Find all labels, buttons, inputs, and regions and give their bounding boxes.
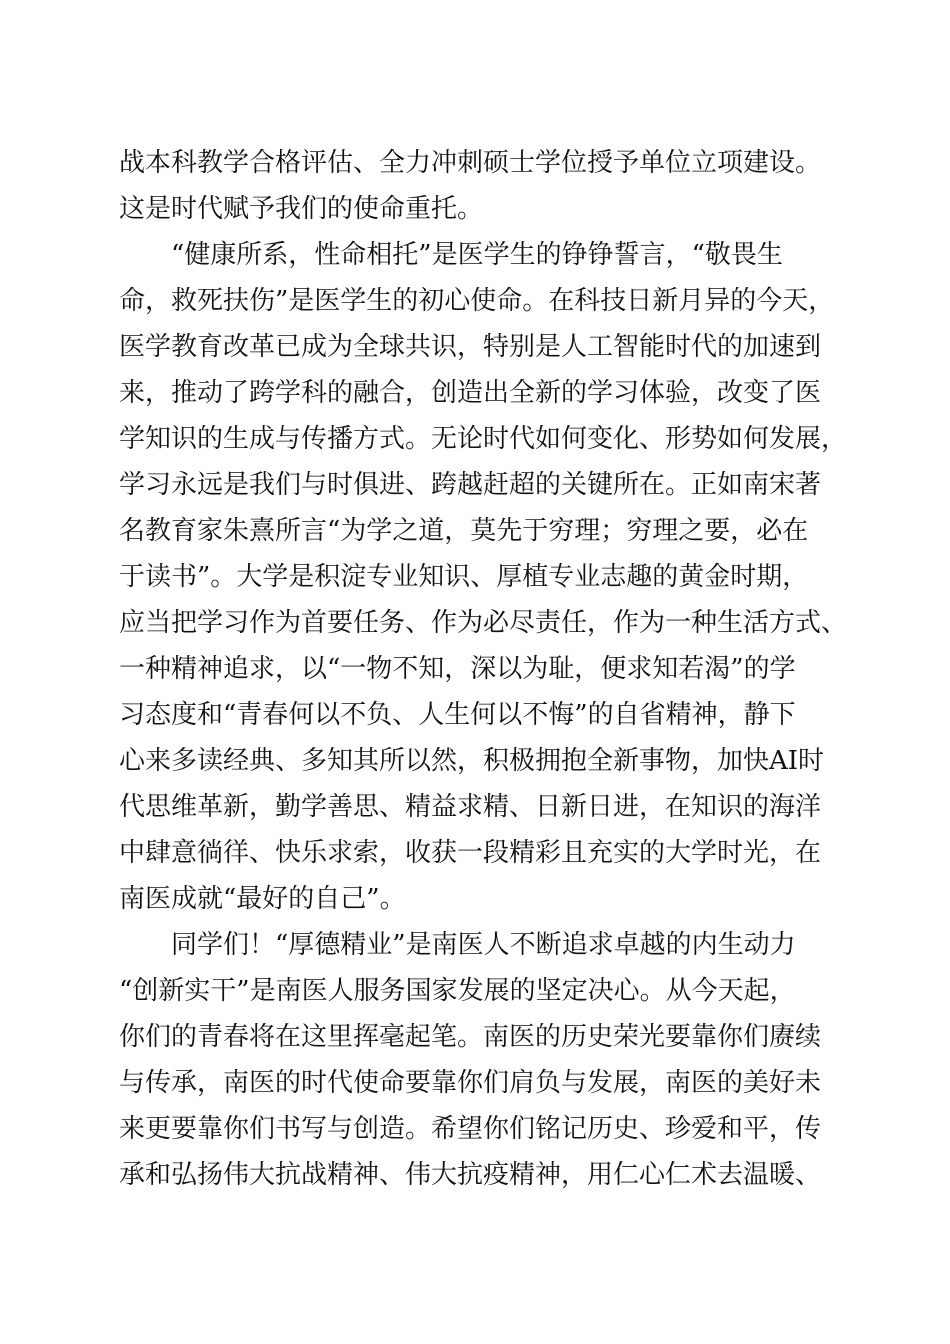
text-line: 命，救死扶伤”是医学生的初心使命。在科技日新月异的今天，: [119, 286, 835, 316]
text-line: “创新实干”是南医人服务国家发展的坚定决心。从今天起，: [119, 976, 796, 1006]
text-line: 名教育家朱熹所言“为学之道，莫先于穷理；穷理之要，必在: [119, 516, 809, 546]
text-line: 学知识的生成与传播方式。无论时代如何变化、形势如何发展，: [119, 424, 848, 454]
text-line: 中肆意徜徉、快乐求索，收获一段精彩且充实的大学时光，在: [119, 838, 822, 868]
text-line: 心来多读经典、多知其所以然，积极拥抱全新事物，加快AI时: [119, 746, 825, 776]
text-line: 医学教育改革已成为全球共识，特别是人工智能时代的加速到: [119, 332, 822, 362]
text-line: 这是时代赋予我们的使命重托。: [119, 194, 484, 224]
text-line: 习态度和“青春何以不负、人生何以不悔”的自省精神，静下: [119, 700, 796, 730]
text-line: 代思维革新，勤学善思、精益求精、日新日进，在知识的海洋: [119, 792, 822, 822]
text-line: “健康所系，性命相托”是医学生的铮铮誓言，“敬畏生: [171, 240, 783, 270]
text-line: 学习永远是我们与时俱进、跨越赶超的关键所在。正如南宋著: [119, 470, 822, 500]
text-line: 南医成就“最好的自己”。: [119, 884, 406, 914]
text-line: 一种精神追求，以“一物不知，深以为耻，便求知若渴”的学: [119, 654, 796, 684]
text-line: 承和弘扬伟大抗战精神、伟大抗疫精神，用仁心仁术去温暖、: [119, 1160, 822, 1190]
text-line: 于读书”。大学是积淀专业知识、厚植专业志趣的黄金时期，: [119, 562, 809, 592]
text-line: 战本科教学合格评估、全力冲刺硕士学位授予单位立项建设。: [119, 148, 822, 178]
text-line: 同学们！“厚德精业”是南医人不断追求卓越的内生动力: [171, 930, 796, 960]
text-line: 与传承，南医的时代使命要靠你们肩负与发展，南医的美好未: [119, 1068, 822, 1098]
text-line: 应当把学习作为首要任务、作为必尽责任，作为一种生活方式、: [119, 608, 848, 638]
text-line: 来，推动了跨学科的融合，创造出全新的学习体验，改变了医: [119, 378, 822, 408]
text-line: 来更要靠你们书写与创造。希望你们铭记历史、珍爱和平，传: [119, 1114, 822, 1144]
text-line: 你们的青春将在这里挥毫起笔。南医的历史荣光要靠你们赓续: [119, 1022, 822, 1052]
